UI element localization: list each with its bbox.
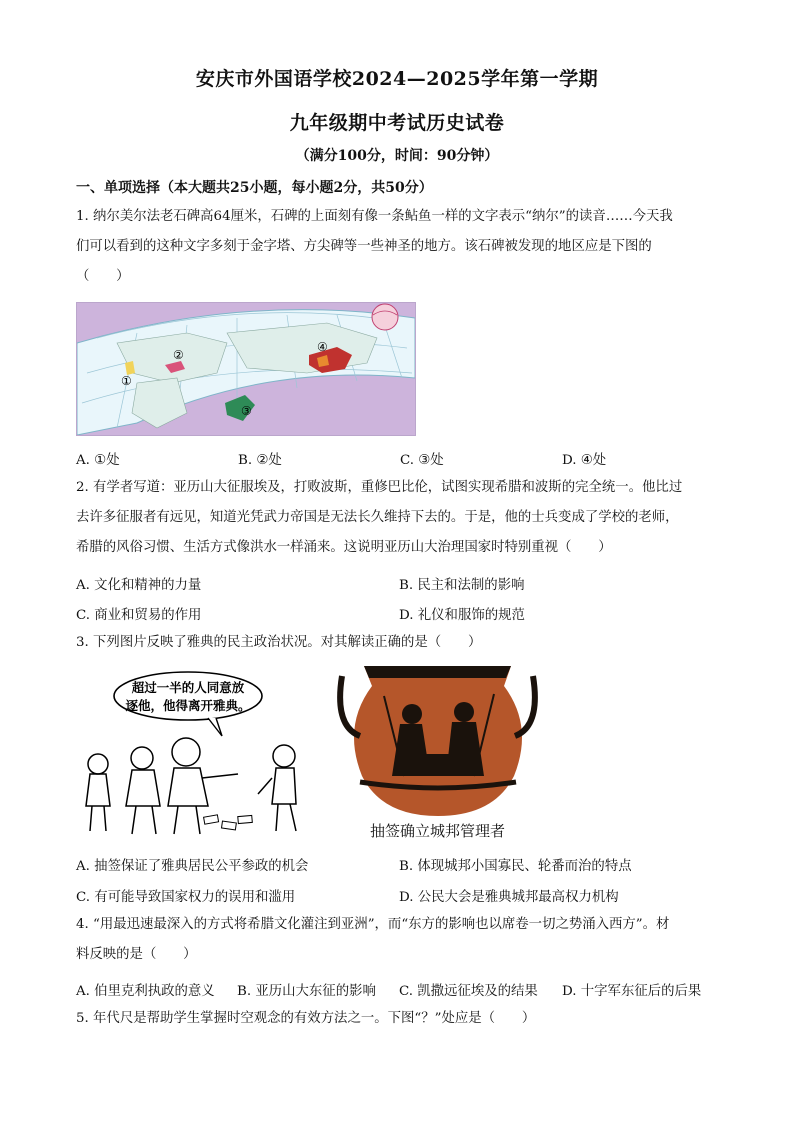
q3-option-d[interactable]: D. 公民大会是雅典城邦最高权力机构	[399, 890, 619, 905]
map-illustration	[77, 303, 415, 435]
question-2-line-2: 去许多征服者有远见，知道光凭武力帝国是无法长久维持下去的。于是，他的士兵变成了学校的老师，	[76, 510, 679, 525]
exam-title-line2: 九年级期中考试历史试卷	[289, 112, 505, 134]
q4-option-d[interactable]: D. 十字军东征后的后果	[562, 984, 702, 999]
question-4-line-2: 料反映的是（ ）	[76, 947, 197, 962]
question-1	[76, 202, 726, 292]
map-figure	[76, 302, 416, 436]
section-heading: 一、单项选择（本大题共25小题，每小题2分，共50分）	[76, 180, 433, 196]
map-marker-1: ①	[121, 374, 132, 388]
speech-bubble-line-2: 逐他，他得离开雅典。	[125, 698, 251, 713]
q3-option-b[interactable]: B. 体现城邦小国寡民、轮番而治的特点	[399, 859, 632, 874]
q2-option-b[interactable]: B. 民主和法制的影响	[399, 578, 525, 593]
question-2	[76, 473, 726, 563]
globe-inset-icon	[372, 304, 398, 330]
ostracism-cartoon-illustration	[76, 666, 334, 842]
q2-option-a[interactable]: A. 文化和精神的力量	[76, 578, 202, 593]
q4-option-a[interactable]: A. 伯里克利执政的意义	[76, 984, 215, 999]
speech-bubble-line-1: 超过一半的人同意放	[131, 680, 245, 695]
q1-option-b[interactable]: B. ②处	[238, 453, 282, 468]
q1-option-d[interactable]: D. ④处	[562, 453, 607, 468]
question-1-line-2: 们可以看到的这种文字多刻于金字塔、方尖碑等一些神圣的地方。该石碑被发现的地区应是下图的	[76, 239, 652, 254]
q4-option-b[interactable]: B. 亚历山大东征的影响	[237, 984, 376, 999]
q3-option-c[interactable]: C. 有可能导致国家权力的误用和滥用	[76, 890, 296, 905]
q4-option-c[interactable]: C. 凯撒远征埃及的结果	[399, 984, 538, 999]
q1-option-c[interactable]: C. ③处	[400, 453, 444, 468]
q3-option-a[interactable]: A. 抽签保证了雅典居民公平参政的机会	[76, 859, 309, 874]
vase-figure	[334, 666, 541, 842]
map-marker-4: ④	[317, 340, 328, 354]
question-2-line-3: 希腊的风俗习惯、生活方式像洪水一样涌来。这说明亚历山大治理国家时特别重视（ ）	[76, 540, 612, 555]
question-4-line-1: 4. “用最迅速最深入的方式将希腊文化灌注到亚洲”，而“东方的影响也以席卷一切之势涌入西方”。材	[76, 917, 670, 932]
question-1-line-1: 1. 纳尔美尔法老石碑高64厘米，石碑的上面刻有像一条鲇鱼一样的文字表示“纳尔”的读音……今天我	[76, 209, 673, 224]
question-3-line-1: 3. 下列图片反映了雅典的民主政治状况。对其解读正确的是（ ）	[76, 635, 482, 650]
q2-option-d[interactable]: D. 礼仪和服饰的规范	[399, 608, 525, 623]
question-5-line-1: 5. 年代尺是帮助学生掌握时空观念的有效方法之一。下图“？”处应是（ ）	[76, 1011, 536, 1026]
exam-title-line1: 安庆市外国语学校2024—2025学年第一学期	[195, 68, 599, 90]
greek-vase-illustration	[334, 666, 541, 816]
ostracism-cartoon	[76, 666, 334, 842]
question-4	[76, 910, 726, 970]
vase-caption: 抽签确立城邦管理者	[369, 823, 505, 840]
map-marker-2: ②	[173, 348, 184, 362]
question-2-line-1: 2. 有学者写道：亚历山大征服埃及，打败波斯，重修巴比伦，试图实现希腊和波斯的完全统一。他比过	[76, 480, 683, 495]
q1-option-a[interactable]: A. ①处	[76, 453, 120, 468]
question-1-line-3: （ ）	[76, 269, 130, 284]
q2-option-c[interactable]: C. 商业和贸易的作用	[76, 608, 202, 623]
question-5	[76, 1004, 726, 1034]
map-marker-3: ③	[241, 404, 252, 418]
exam-info: （满分100分，时间：90分钟）	[295, 148, 499, 164]
question-3	[76, 628, 726, 658]
